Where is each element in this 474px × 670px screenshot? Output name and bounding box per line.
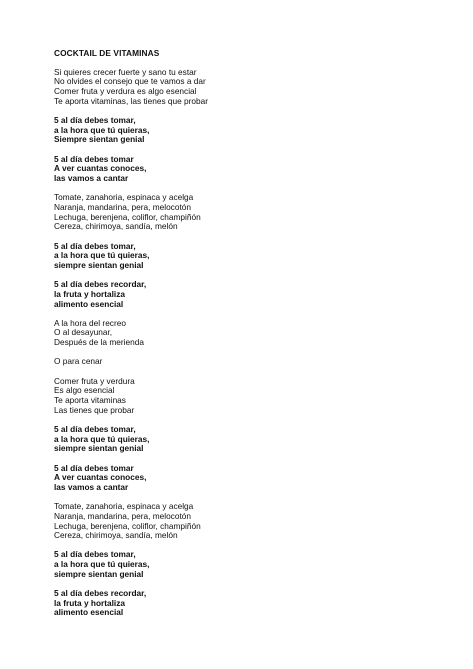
lyric-line: Las tienes que probar bbox=[54, 404, 135, 415]
lyric-line: alimento esencial bbox=[54, 298, 124, 309]
lyric-line: las vamos a cantar bbox=[54, 173, 129, 184]
verse-stanza bbox=[54, 357, 454, 367]
lyric-line: a la hora que tú quieras, bbox=[54, 124, 150, 135]
lyric-line: la fruta y hortaliza bbox=[54, 597, 126, 608]
lyric-line: Tomate, zanahoria, espinaca y acelga bbox=[54, 501, 194, 512]
chorus-stanza bbox=[54, 425, 454, 454]
lyric-line: Después de la merienda bbox=[54, 337, 144, 348]
verse-stanza bbox=[54, 319, 454, 348]
chorus-stanza bbox=[54, 280, 454, 309]
lyric-line: Lechuga, berenjena, coliflor, champiñón bbox=[54, 211, 201, 222]
lyric-line: a la hora que tú quieras, bbox=[54, 250, 150, 261]
chorus-stanza bbox=[54, 589, 454, 618]
lyric-line: Si quieres crecer fuerte y sano tu estar bbox=[54, 66, 197, 77]
lyrics-stanzas bbox=[54, 68, 454, 618]
lyric-line: alimento esencial bbox=[54, 607, 124, 618]
verse-stanza bbox=[54, 193, 454, 232]
lyric-line: Lechuga, berenjena, coliflor, champiñón bbox=[54, 520, 201, 531]
chorus-stanza bbox=[54, 464, 454, 493]
lyric-line: 5 al día debes tomar, bbox=[54, 115, 136, 126]
lyric-line: Tomate, zanahoria, espinaca y acelga bbox=[54, 192, 194, 203]
lyric-line: siempre sientan genial bbox=[54, 568, 144, 579]
lyric-line: las vamos a cantar bbox=[54, 481, 129, 492]
lyric-line: a la hora que tú quieras, bbox=[54, 559, 150, 570]
lyric-line: Cereza, chirimoya, sandía, melón bbox=[54, 221, 178, 232]
lyric-line: 5 al día debes tomar, bbox=[54, 240, 136, 251]
lyric-line: siempre sientan genial bbox=[54, 443, 144, 454]
verse-stanza bbox=[54, 68, 454, 107]
chorus-stanza bbox=[54, 242, 454, 271]
lyric-line: a la hora que tú quieras, bbox=[54, 433, 150, 444]
lyric-line: 5 al día debes tomar, bbox=[54, 549, 136, 560]
lyric-line: 5 al día debes recordar, bbox=[54, 588, 147, 599]
verse-stanza bbox=[54, 502, 454, 541]
lyric-line: Te aporta vitaminas bbox=[54, 394, 126, 405]
lyric-line: A la hora del recreo bbox=[54, 317, 126, 328]
chorus-stanza bbox=[54, 155, 454, 184]
lyric-line: O al desayunar, bbox=[54, 327, 113, 338]
lyric-line: O para cenar bbox=[54, 356, 103, 367]
lyric-line: 5 al día debes tomar bbox=[54, 153, 134, 164]
lyric-line: No olvides el consejo que te vamos a dar bbox=[54, 76, 206, 87]
lyric-line: Naranja, mandarina, pera, melocotón bbox=[54, 510, 191, 521]
lyric-line: Siempre sientan genial bbox=[54, 134, 145, 145]
lyric-line: 5 al día debes tomar, bbox=[54, 423, 136, 434]
verse-stanza bbox=[54, 377, 454, 416]
lyric-line: Comer fruta y verdura bbox=[54, 375, 135, 386]
lyric-line: Naranja, mandarina, pera, melocotón bbox=[54, 201, 191, 212]
document-body bbox=[54, 49, 454, 628]
lyric-line: A ver cuantas conoces, bbox=[54, 163, 147, 174]
lyric-line: 5 al día debes recordar, bbox=[54, 279, 147, 290]
lyric-line: 5 al día debes tomar bbox=[54, 462, 134, 473]
lyric-line: A ver cuantas conoces, bbox=[54, 472, 147, 483]
lyric-line: la fruta y hortaliza bbox=[54, 288, 126, 299]
chorus-stanza bbox=[54, 116, 454, 145]
chorus-stanza bbox=[54, 550, 454, 579]
lyric-line: Cereza, chirimoya, sandía, melón bbox=[54, 530, 178, 541]
lyric-line: Te aporta vitaminas, las tienes que probar bbox=[54, 95, 209, 106]
lyric-line: siempre sientan genial bbox=[54, 259, 144, 270]
lyric-line: Es algo esencial bbox=[54, 385, 115, 396]
lyric-line: Comer fruta y verdura es algo esencial bbox=[54, 86, 197, 97]
document-title: COCKTAIL DE VITAMINAS bbox=[54, 48, 160, 58]
